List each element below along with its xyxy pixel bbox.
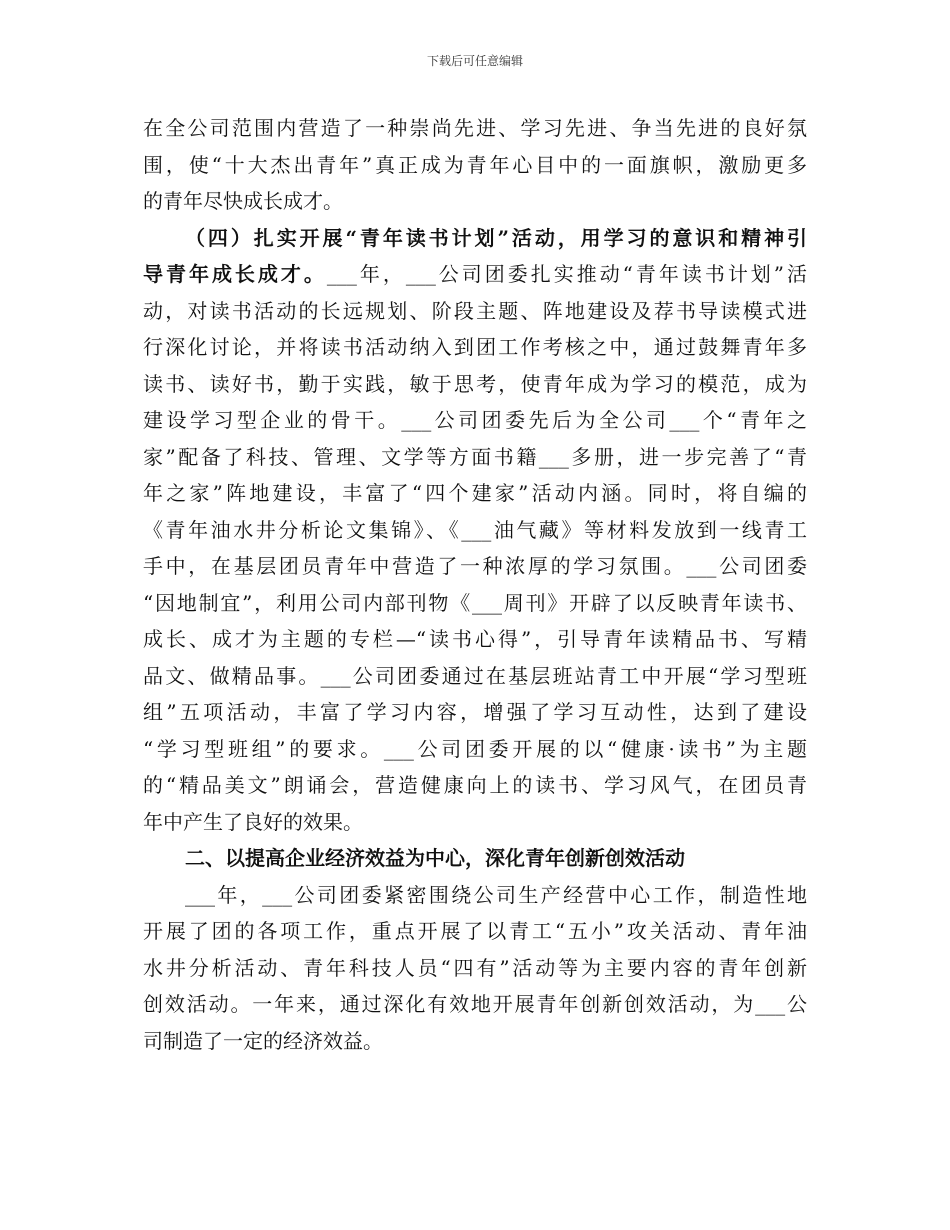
p3-line-5: 司制造了一定的经济效益。 xyxy=(143,1028,383,1053)
p2-line-12: 品文、做精品事。___公司团委通过在基层班站青工中开展“学习型班 xyxy=(143,663,807,688)
p3-line-1: ___年，___公司团委紧密围绕公司生产经营中心工作，制造性地 xyxy=(185,882,807,907)
p2-line-8: 《青年油水井分析论文集锦》、《___油气藏》等材料发放到一线青工 xyxy=(143,517,807,542)
p1-line-2: 围，使“十大杰出青年”真正成为青年心目中的一面旗帜，激励更多 xyxy=(143,152,807,177)
page-header-note: 下载后可任意编辑 xyxy=(426,54,523,68)
section-heading-2: 二、以提高企业经济效益为中心，深化青年创新创效活动 xyxy=(185,846,685,870)
document-body xyxy=(143,110,807,1059)
p2-line-1 xyxy=(143,256,807,293)
p2-line-6: 家”配备了科技、管理、文学等方面书籍___多册，进一步完善了“青 xyxy=(143,444,807,469)
subsection-heading-4-continued: 导青年成长成才。 xyxy=(143,262,327,286)
p2-line-13: 组”五项活动，丰富了学习内容，增强了学习互动性，达到了建设 xyxy=(143,700,807,724)
p2-line-3: 行深化讨论，并将读书活动纳入到团工作考核之中，通过鼓舞青年多 xyxy=(143,335,807,359)
p2-line-1-text: ___年，___公司团委扎实推动“青年读书计划”活 xyxy=(326,262,808,286)
p3-line-2: 开展了团的各项工作，重点开展了以青工“五小”攻关活动、青年油 xyxy=(143,919,807,943)
p2-line-15: 的“精品美文”朗诵会，营造健康向上的读书、学习风气，在团员青 xyxy=(143,773,807,797)
p2-line-11: 成长、成才为主题的专栏—“读书心得”，引导青年读精品书、写精 xyxy=(143,627,807,651)
p2-line-7: 年之家”阵地建设，丰富了“四个建家”活动内涵。同时，将自编的 xyxy=(143,481,807,505)
p2-line-4: 读书、读好书，勤于实践，敏于思考，使青年成为学习的模范，成为 xyxy=(143,371,807,396)
p2-line-16: 年中产生了良好的效果。 xyxy=(143,809,363,834)
p3-line-3: 水井分析活动、青年科技人员“四有”活动等为主要内容的青年创新 xyxy=(143,955,807,980)
p2-line-14: “学习型班组”的要求。___公司团委开展的以“健康·读书”为主题 xyxy=(143,736,807,761)
p2-line-9: 手中，在基层团员青年中营造了一种浓厚的学习氛围。___公司团委 xyxy=(143,554,807,578)
p1-line-1: 在全公司范围内营造了一种崇尚先进、学习先进、争当先进的良好氛 xyxy=(143,116,807,140)
p3-line-4: 创效活动。一年来，通过深化有效地开展青年创新创效活动，为___公 xyxy=(143,992,807,1016)
p1-line-3: 的青年尽快成长成才。 xyxy=(143,189,343,213)
p2-line-5: 建设学习型企业的骨干。___公司团委先后为全公司___个“青年之 xyxy=(143,408,807,432)
p2-line-10: “因地制宜”，利用公司内部刊物《___周刊》开辟了以反映青年读书、 xyxy=(143,590,807,615)
p2-line-2: 动，对读书活动的长远规划、阶段主题、阵地建设及荐书导读模式进 xyxy=(143,298,807,323)
subsection-heading-4: （四）扎实开展“青年读书计划”活动，用学习的意识和精神引 xyxy=(185,225,807,250)
